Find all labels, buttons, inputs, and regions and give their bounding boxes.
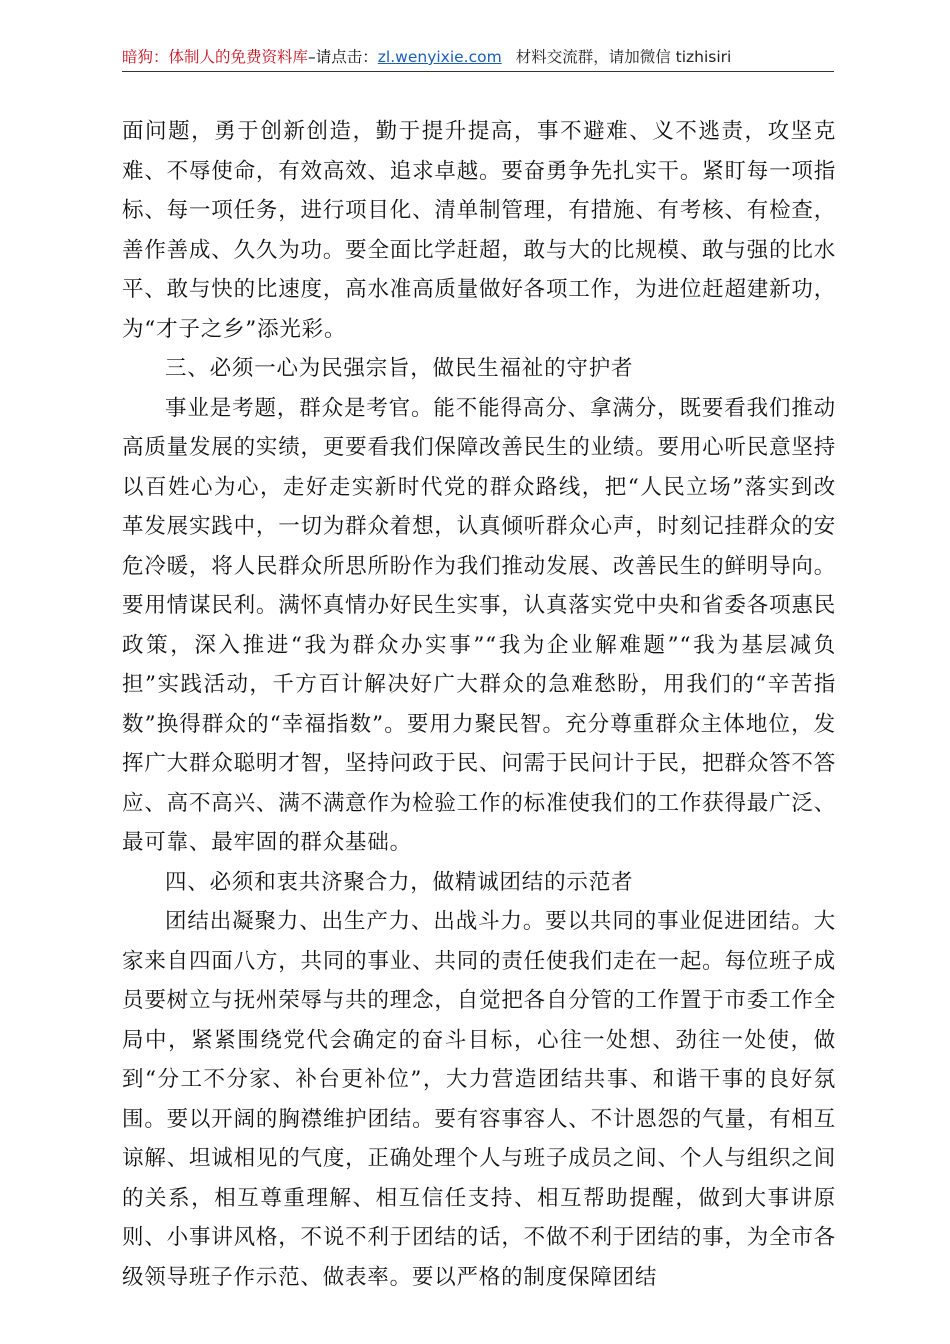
header-contact: 材料交流群，请加微信 tizhisiri <box>515 48 732 66</box>
header-promo: 暗狗：体制人的免费资料库 <box>122 48 309 66</box>
paragraph: 事业是考题，群众是考官。能不能得高分、拿满分，既要看我们推动高质量发展的实绩，更要看我们保障改善民生的业绩。要用心听民意坚持以百姓心为心，走好走实新时代党的群众路线，把“人民立场”落实到改革发展实践中，一切为群众着想，认真倾听群众心声，时刻记挂群众的安危冷暖，将人民群众所思所盼作为我们推动发展、改善民生的鲜明导向。要用情谋民利。满怀真情办好民生实事，认真落实党中央和省委各项惠民政策，深入推进“我为群众办实事”“我为企业解难题”“我为基层减负担”实践活动，千方百计解决好广大群众的急难愁盼，用我们的“辛苦指数”换得群众的“幸福指数”。要用力聚民智。充分尊重群众主体地位，发挥广大群众聪明才智，坚持问政于民、问需于民问计于民，把群众答不答应、高不高兴、满不满意作为检验工作的标准使我们的工作获得最广泛、最可靠、最牢固的群众基础。 <box>122 395 836 855</box>
page-header <box>122 44 834 70</box>
paragraph-continuation: 面问题，勇于创新创造，勤于提升提高，事不避难、义不逃责，攻坚克难、不辱使命，有效高效、追求卓越。要奋勇争先扎实干。紧盯每一项指标、每一项任务，进行项目化、清单制管理，有措施、有考核、有检查，善作善成、久久为功。要全面比学赶超，敢与大的比规模、敢与强的比水平、敢与快的比速度，高水准高质量做好各项工作，为进位赶超建新功，为“才子之乡”添光彩。 <box>122 119 836 342</box>
header-prompt: –请点击： <box>308 48 378 66</box>
paragraph: 团结出凝聚力、出生产力、出战斗力。要以共同的事业促进团结。大家来自四面八方，共同的事业、共同的责任使我们走在一起。每位班子成员要树立与抚州荣辱与共的理念，自觉把各自分管的工作置于市委工作全局中，紧紧围绕党代会确定的奋斗目标，心往一处想、劲往一处使，做到“分工不分家、补台更补位”，大力营造团结共事、和谐干事的良好氛围。要以开阔的胸襟维护团结。要有容事容人、不计恩怨的气量，有相互谅解、坦诚相见的气度，正确处理个人与班子成员之间、个人与组织之间的关系，相互尊重理解、相互信任支持、相互帮助提醒，做到大事讲原则、小事讲风格，不说不利于团结的话，不做不利于团结的事，为全市各级领导班子作示范、做表率。要以严格的制度保障团结 <box>122 909 836 1290</box>
header-divider <box>122 71 834 72</box>
header-link[interactable]: zl.wenyixie.com <box>377 48 502 66</box>
document-body <box>122 112 836 1297</box>
section-heading-3: 三、必须一心为民强宗旨，做民生福祉的守护者 <box>165 356 634 381</box>
section-heading-4: 四、必须和衷共济聚合力，做精诚团结的示范者 <box>165 869 634 895</box>
